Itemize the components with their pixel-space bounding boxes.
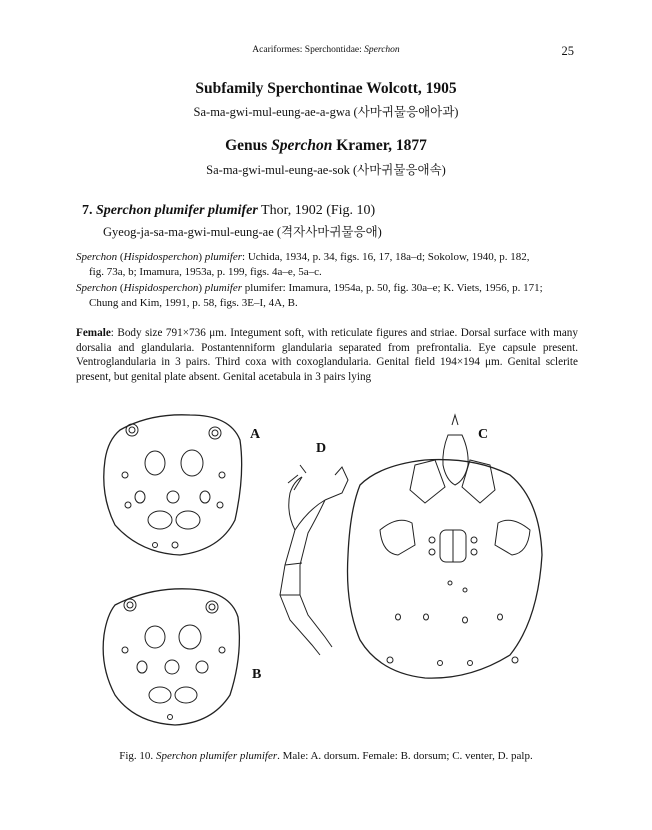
figure-label-c: C xyxy=(478,427,489,442)
male-dorsum-drawing xyxy=(104,415,242,555)
figure-label-a: A xyxy=(250,427,261,442)
synonym-entry: Sperchon (Hispidosperchon) plumifer: Uchida, 1934, p. 34, figs. 16, 17, 18a–d; Sokolow, 1940, p. 182, fig. 73a, b; Imamura, 1953a, p. 199, figs. 4a–e, 5a–c. xyxy=(76,251,530,278)
subfamily-heading: Subfamily Sperchontinae Wolcott, 1905 xyxy=(195,80,457,97)
figure-label-b: B xyxy=(252,667,262,682)
species-heading: 7. Sperchon plumifer plumifer Thor, 1902 (Fig. 10) xyxy=(82,203,376,218)
figure-label-d: D xyxy=(316,441,327,456)
subfamily-romanization: Sa-ma-gwi-mul-eung-ae-a-gwa (사마귀물응애아과) xyxy=(193,105,459,119)
page-number: 25 xyxy=(561,44,574,58)
genus-heading: Genus Sperchon Kramer, 1877 xyxy=(225,137,427,154)
genus-romanization: Sa-ma-gwi-mul-eung-ae-sok (사마귀물응애속) xyxy=(206,163,446,177)
description-paragraph: Female: Body size 791×736 μm. Integument soft, with reticulate figures and striae. Dorsal surface with many dorsalia and glandularia. Postantenniform glandularia separated from prefrontalia. Eye capsule present. Ventroglandularia in 3 pairs. Third coxa with coxoglandularia. Genital field 194×194 μm. Genital sclerite present, but genital plate absent. Genital acetabula in 3 pairs lying xyxy=(76,327,578,383)
palp-drawing xyxy=(280,465,348,655)
synonym-entry: Sperchon (Hispidosperchon) plumifer plumifer: Imamura, 1954a, p. 50, fig. 30a–e; K. Viets, 1956, p. 171; Chung and Kim, 1991, p. 58, figs. 3E–I, 4A, B. xyxy=(76,282,543,309)
page-header xyxy=(0,44,652,58)
female-dorsum-drawing xyxy=(103,589,239,725)
figure-10 xyxy=(80,405,580,740)
running-head: Acariformes: Sperchontidae: Sperchon xyxy=(252,45,400,55)
figure-caption: Fig. 10. Sperchon plumifer plumifer. Male: A. dorsum. Female: B. dorsum; C. venter, D. palp. xyxy=(119,750,533,762)
female-venter-drawing xyxy=(348,415,543,678)
species-romanization: Gyeog-ja-sa-ma-gwi-mul-eung-ae (격자사마귀물응애) xyxy=(103,225,382,239)
figure-drawing xyxy=(80,405,580,740)
